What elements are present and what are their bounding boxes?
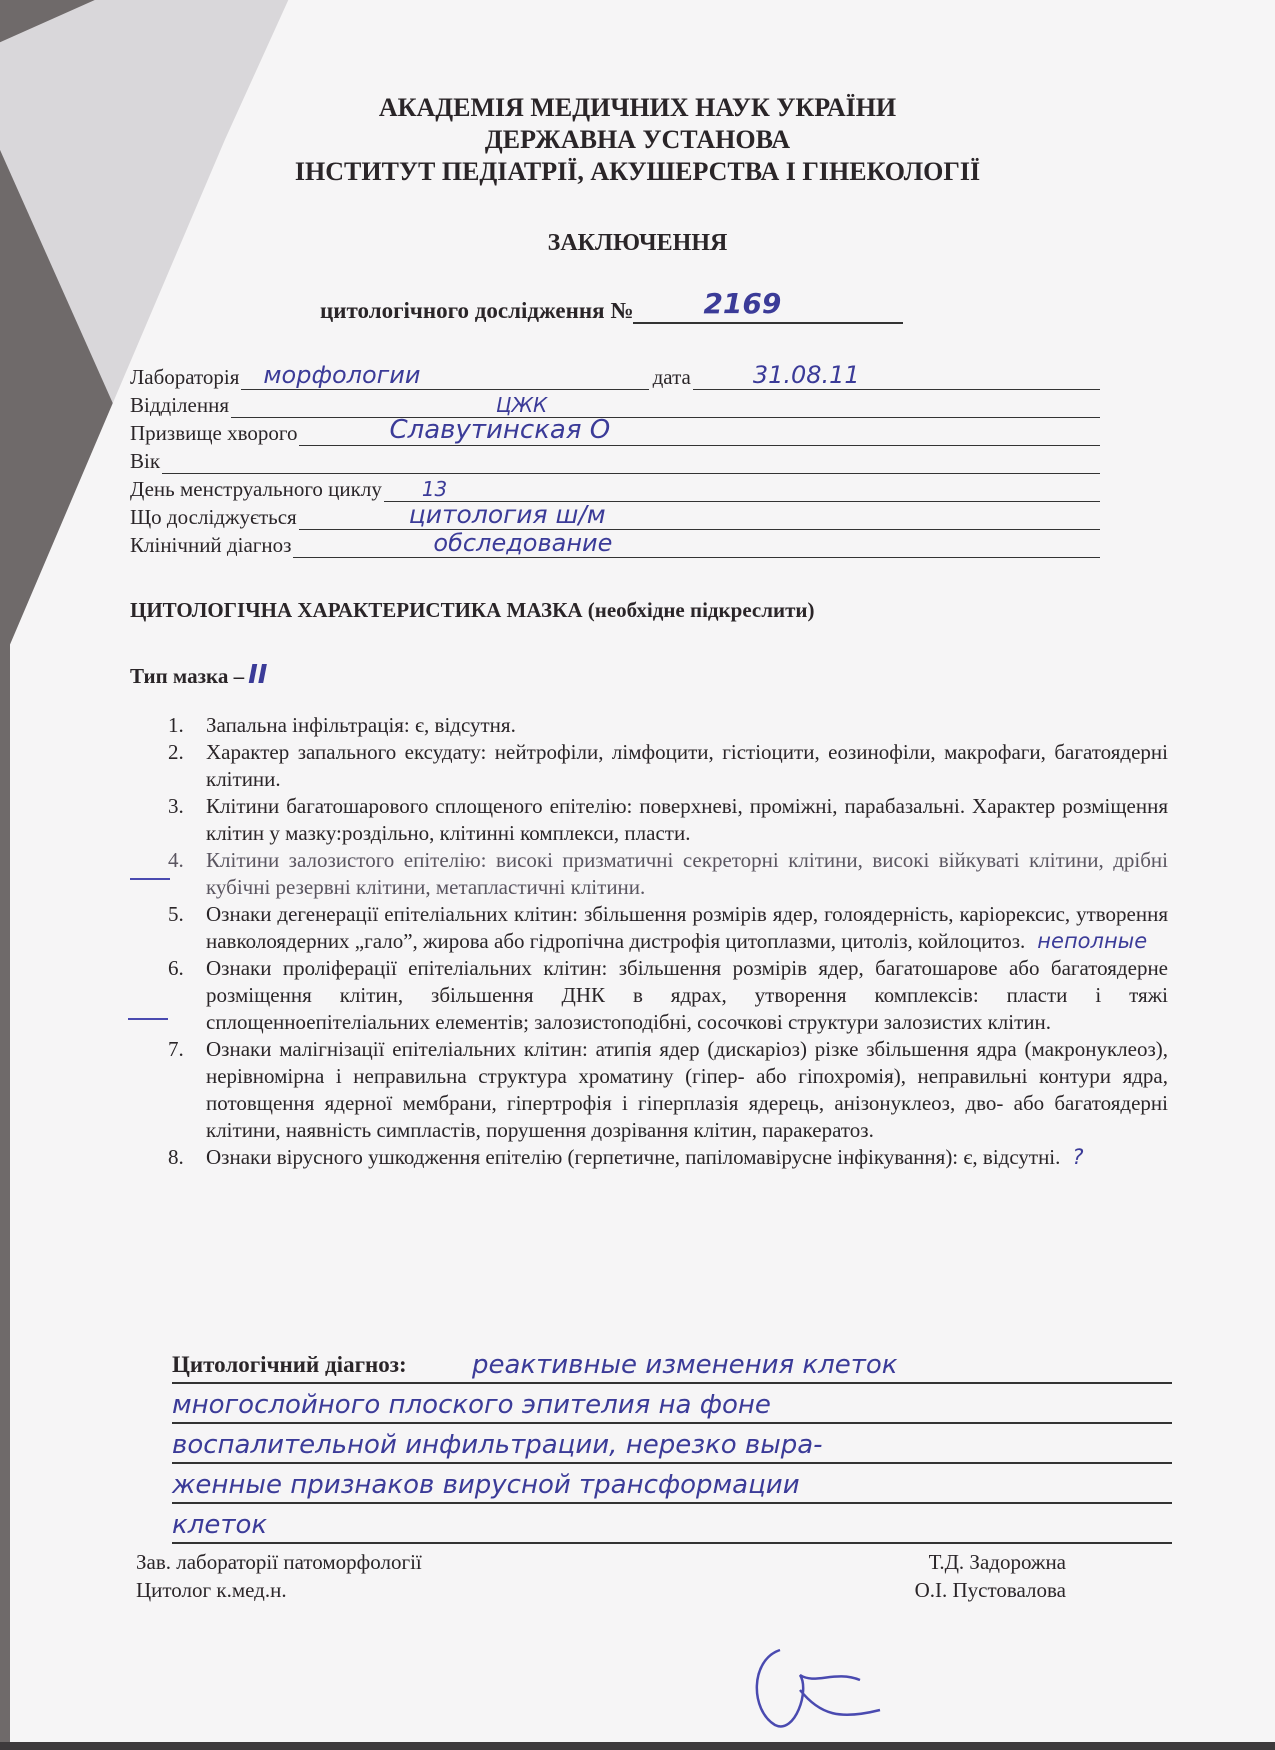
item-number: 2. [168,740,184,764]
item-number: 6. [168,956,184,980]
department-value: ЦЖК [495,393,548,417]
section-heading: ЦИТОЛОГІЧНА ХАРАКТЕРИСТИКА МАЗКА [130,598,583,622]
list-item [158,955,1168,1036]
diagnosis-text: многослойного плоского эпителия на фоне [172,1390,771,1420]
cytological-diagnosis [172,1344,1172,1544]
field-age [130,446,1100,474]
diagnosis-text: женные признаков вирусной трансформации [172,1470,800,1500]
examined-value-line [299,500,1100,530]
smear-type-label: Тип мазка – [130,664,245,688]
examined-value: цитология ш/м [408,500,606,529]
handwritten-signature [740,1630,890,1740]
laboratory-label: Лабораторія [130,365,240,389]
diagnosis-line [172,1464,1172,1504]
item-number: 4. [168,848,184,872]
list-item [158,847,1168,901]
cycle-day-label: День менструального циклу [130,477,382,501]
signature-row [136,1576,1066,1604]
laboratory-value-line [241,361,648,390]
document-title: ЗАКЛЮЧЕННЯ [547,230,728,256]
section-title [130,598,815,623]
signature-row [136,1548,1066,1576]
item-number: 5. [168,902,184,926]
department-value-line [231,393,1100,418]
item-text: Характер запального ексудату: нейтрофіли, лімфоцити, гістіоцити, еозинофіли, макрофаги, багатоядерні клітини. [206,740,1168,791]
field-laboratory [130,362,1100,390]
study-number-row [320,287,903,324]
list-item [158,739,1168,793]
diagnosis-line [172,1424,1172,1464]
diagnosis-line [172,1344,1172,1384]
diagnosis-text: клеток [172,1510,268,1540]
item-handwritten-note: ? [1072,1145,1084,1169]
study-number-field [633,287,903,324]
document-header [0,92,1275,188]
list-item [158,1144,1168,1171]
diagnosis-line [172,1384,1172,1424]
date-value: 31.08.11 [752,361,860,389]
item-text: Клітини багатошарового сплощеного епітелію: поверхневі, проміжні, парабазальні. Характер розміщення клітин у мазку:роздільно, клітинні комплекси, пласти. [206,794,1168,845]
characteristics-list [158,712,1168,1171]
item-handwritten-note: неполные [1037,929,1148,953]
list-item [158,1036,1168,1144]
laboratory-value: морфологии [263,361,421,389]
field-clinical-diagnosis [130,530,1100,558]
examined-label: Що досліджується [130,505,297,529]
header-line-1: АКАДЕМІЯ МЕДИЧНИХ НАУК УКРАЇНИ [378,93,897,122]
section-note: (необхідне підкреслити) [587,598,815,622]
study-number: 2169 [703,287,782,320]
clinical-diagnosis-label: Клінічний діагноз [130,533,292,557]
item-text: Запальна інфільтрація: є, відсутня. [206,713,516,737]
header-line-2: ДЕРЖАВНА УСТАНОВА [484,125,791,154]
field-surname [130,415,1100,446]
cytologist-title: Цитолог к.мед.н. [136,1578,287,1602]
item-number: 3. [168,794,184,818]
field-cycle-day [130,474,1100,502]
cycle-day-value: 13 [421,477,448,501]
cycle-day-value-line [384,477,1100,502]
cytologist-name: О.І. Пустовалова [914,1578,1066,1602]
margin-mark [128,1018,168,1020]
list-item [158,712,1168,739]
diagnosis-label: Цитологічний діагноз: [172,1352,407,1377]
patient-fields [130,362,1100,558]
list-item [158,793,1168,847]
date-label: дата [652,365,691,389]
header-line-3: ІНСТИТУТ ПЕДІАТРІЇ, АКУШЕРСТВА І ГІНЕКОЛОГІЇ [294,157,981,186]
field-department [130,390,1100,418]
item-text: Ознаки вірусного ушкодження епітелію (герпетичне, папіломавірусне інфікування): є, відсутні. [206,1145,1061,1169]
smear-type-row [130,660,267,690]
age-label: Вік [130,449,161,473]
diagnosis-text: реактивные изменения клеток [472,1350,898,1380]
department-label: Відділення [130,393,229,417]
item-number: 7. [168,1037,184,1061]
clinical-diagnosis-value-line [293,529,1100,558]
head-name: Т.Д. Задорожна [928,1550,1066,1574]
item-text: Ознаки дегенерації епітеліальних клітин: збільшення розмірів ядер, голоядерність, каріорексис, утворення навколоядерних „гало”, жирова або гідропічна дистрофія цитоплазми, цитоліз, койлоцитоз. [206,902,1168,953]
surname-value-line [299,415,1100,446]
clinical-diagnosis-value: обследование [433,529,613,557]
list-item [158,901,1168,955]
scan-edge [0,1742,1275,1750]
field-examined [130,502,1100,530]
study-label: цитологічного дослідження № [320,298,634,323]
item-text: Клітини залозистого епітелію: високі призматичні секреторні клітини, високі війкуваті клітини, дрібні кубічні резервні клітини, метапластичні клітини. [206,848,1168,899]
smear-type-value: II [248,660,268,690]
signatures-block [136,1548,1066,1604]
item-number: 1. [168,713,184,737]
item-text: Ознаки проліферації епітеліальних клітин: збільшення розмірів ядер, багатошарове або багатоядерне розміщення клітин, збільшення ДНК в ядрах, утворення комплексів: пласти і тяжі сплощенноепітеліальних елементів; залозистоподібні, сосочкові структури залозистих клітин. [206,956,1168,1034]
age-value-line [162,453,1100,474]
date-value-line [693,361,1100,390]
surname-value: Славутинская О [389,415,611,445]
margin-mark [130,878,170,880]
diagnosis-line [172,1504,1172,1544]
item-number: 8. [168,1145,184,1169]
head-title: Зав. лабораторії патоморфології [136,1550,422,1574]
diagnosis-text: воспалительной инфильтрации, нерезко выра- [172,1430,823,1460]
item-text: Ознаки малігнізації епітеліальних клітин: атипія ядер (дискаріоз) різке збільшення ядра (макронуклеоз), нерівномірна і неправильна структура хроматину (гіпер- або гіпохромія), неправильні контури ядра, потовщення ядерної мембрани, гіпертрофія і гіперплазія ядерець, анізонуклеоз, дво- або багатоядерні клітини, наявність симпластів, порушення дозрівання клітин, паракератоз. [206,1037,1168,1142]
surname-label: Призвище хворого [130,421,298,445]
